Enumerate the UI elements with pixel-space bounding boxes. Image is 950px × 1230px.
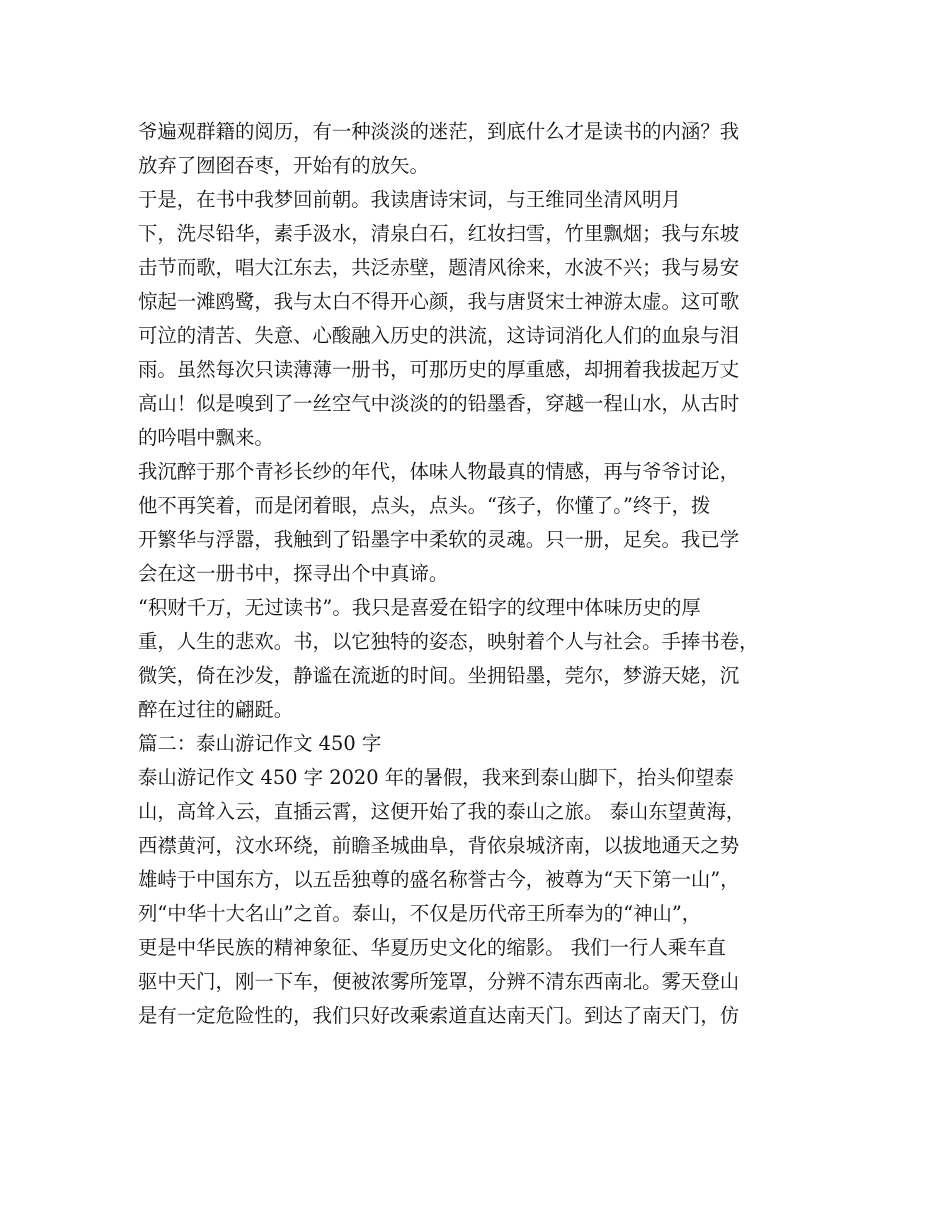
text-line: 高山！似是嗅到了一丝空气中淡淡的的铅墨香，穿越一程山水，从古时 [138, 392, 740, 415]
text-line: 下，洗尽铅华，素手汲水，清泉白石，红妆扫雪，竹里飘烟；我与东坡 [138, 222, 740, 245]
text-line: 山，高耸入云，直插云霄，这便开始了我的泰山之旅。 泰山东望黄海， [138, 800, 746, 823]
text-line: “积财千万，无过读书”。我只是喜爱在铅字的纹理中体味历史的厚 [138, 596, 701, 619]
section-heading: 篇二：泰山游记作文 450 字 [138, 732, 382, 755]
text-line: 会在这一册书中，探寻出个中真谛。 [138, 562, 449, 585]
text-line: 醉在过往的翩跹。 [138, 698, 294, 721]
text-line: 列“中华十大名山”之首。泰山，不仅是历代帝王所奉为的“神山”， [138, 902, 702, 925]
text-line: 微笑，倚在沙发，静谧在流逝的时间。坐拥铅墨，莞尔，梦游天姥，沉 [138, 664, 740, 687]
text-line: 我沉醉于那个青衫长纱的年代，体味人物最真的情感，再与爷爷讨论， [138, 460, 740, 483]
text-line: 重，人生的悲欢。书，以它独特的姿态，映射着个人与社会。手捧书卷， [138, 630, 759, 653]
text-line: 雄峙于中国东方，以五岳独尊的盛名称誉古今，被尊为“天下第一山”， [138, 868, 740, 891]
text-line: 击节而歌，唱大江东去，共泛赤壁，题清风徐来，水波不兴；我与易安 [138, 256, 740, 279]
text-line: 是有一定危险性的，我们只好改乘索道直达南天门。到达了南天门，仿 [138, 1004, 740, 1027]
text-line: 惊起一滩鸥鹭，我与太白不得开心颜，我与唐贤宋士神游太虚。这可歌 [138, 290, 740, 313]
text-line: 雨。虽然每次只读薄薄一册书，可那历史的厚重感，却拥着我拔起万丈 [138, 358, 740, 381]
document-body [138, 115, 828, 1033]
text-line: 放弃了囫囵吞枣，开始有的放矢。 [138, 154, 429, 177]
text-line: 可泣的清苦、失意、心酸融入历史的洪流，这诗词消化人们的血泉与泪 [138, 324, 740, 347]
text-line: 更是中华民族的精神象征、华夏历史文化的缩影。 我们一行人乘车直 [138, 936, 726, 959]
text-line: 泰山游记作文 450 字 2020 年的暑假，我来到泰山脚下，抬头仰望泰 [138, 766, 734, 789]
text-line: 的吟唱中飘来。 [138, 426, 274, 449]
text-line: 爷遍观群籍的阅历，有一种淡淡的迷茫，到底什么才是读书的内涵？我 [138, 120, 740, 143]
text-line: 驱中天门，刚一下车，便被浓雾所笼罩，分辨不清东西南北。雾天登山 [138, 970, 740, 993]
text-line: 于是，在书中我梦回前朝。我读唐诗宋词，与王维同坐清风明月 [138, 188, 681, 211]
text-line: 他不再笑着，而是闭着眼，点头，点头。“孩子，你懂了。”终于，拨 [138, 494, 711, 517]
text-line: 开繁华与浮嚣，我触到了铅墨字中柔软的灵魂。只一册，足矣。我已学 [138, 528, 740, 551]
text-line: 西襟黄河，汶水环绕，前瞻圣城曲阜，背依泉城济南，以拔地通天之势 [138, 834, 740, 857]
